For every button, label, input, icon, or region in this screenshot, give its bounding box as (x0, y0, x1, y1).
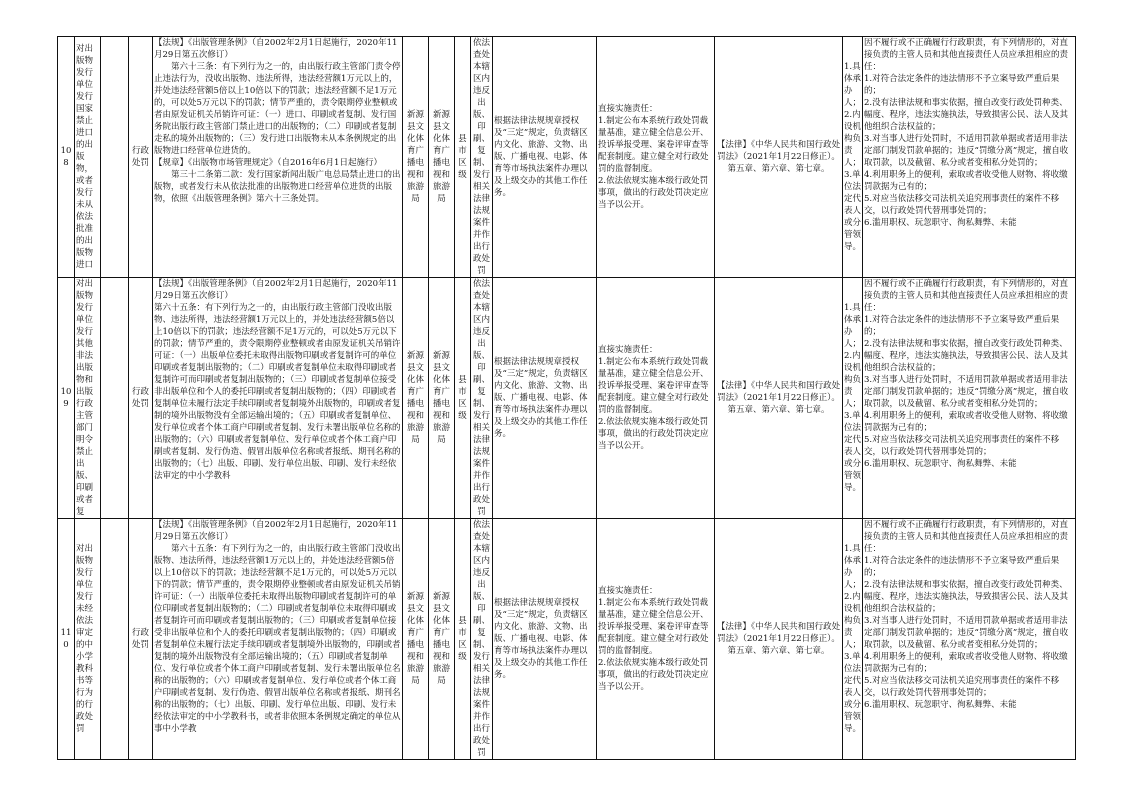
basis-line: 【法规】《出版管理条例》（自2002年2月1日起施行，2020年11月29日第五次修订） (154, 520, 398, 542)
power-type: 行政处罚 (129, 278, 153, 519)
accountability-cases: 因不履行或不正确履行行政职责，有下列情形的，对直接负责的主管人员和其他直接责任人员应承担相应的责任： 1.对符合法定条件的违法情形不予立案导致严重后果的； 2.没有法律法规和事实依据，擅自改变行政处罚种类、幅度、程序，违法实施执法，导致损害公民、法人及其他组织合法权益的； 3.对当事人进行处罚时，不适用罚款单据或者适用非法定部门制发罚款单据的；违反“罚缴分离”规定，擅自收取罚款，以及截留、私分或者变相私分处罚的； 4.利用职务上的便利，索取或者收受他人财物、将收缴罚款据为己有的； 5.对应当依法移交司法机关追究刑事责任的案件不移交，以行政处罚代替刑事处罚的； 6.滥用职权、玩忽职守、徇私舞弊、未能 (863, 519, 1076, 760)
admin-level: 县市区级 (455, 278, 471, 519)
subject-scope: 依法查处本辖区内违反出版、印刷、复制、发行相关法律法规案件并作出行政处罚 (471, 37, 493, 278)
subject-scope: 依法查处本辖区内违反出版、印刷、复制、发行相关法律法规案件并作出行政处罚 (471, 278, 493, 519)
responsible-party: 1.具体承办人；2.内设机构负责人；3.单位法定代表人或分管领导。 (843, 37, 863, 278)
duty: 直接实施责任： 1.制定公布本系统行政处罚裁量基准，建立健全信息公开、投诉举报受理、案卷评审查等配套制度。建立健全对行政处罚的监督制度。 2.依法依规实施本级行政处罚事项，做出的行政处罚决定应当予以公开。 (597, 519, 715, 760)
table-row (58, 37, 1076, 278)
basis-line: 【法规】《出版管理条例》（自2002年2月1日起施行，2020年11月29日第五次修订） (154, 38, 398, 60)
accountability-law: 【法律】《中华人民共和国行政处罚法》（2021年1月22日修正）。 第五章、第六章、第七章。 (715, 37, 843, 278)
legal-basis (153, 37, 403, 278)
item-name: 对出版物发行单位发行国家禁止进口的出版物，或者发行未从依法批准的出版物进口 (75, 37, 101, 278)
sub-item (101, 519, 129, 760)
implementing-dept: 新源县文化体育广播电视和旅游局 (403, 519, 429, 760)
basis-line: 第三十二条第二款：发行国家新闻出版广电总局禁止进口的出版物，或者发行未从依法批准的出版物进口经营单位进货的出版物，依照《出版管理条例》第六十三条处罚。 (154, 170, 401, 204)
accountability-law: 【法律】《中华人民共和国行政处罚法》（2021年1月22日修正）。 第五章、第六章、第七章。 (715, 278, 843, 519)
duty: 直接实施责任： 1.制定公布本系统行政处罚裁量基准，建立健全信息公开、投诉举报受理、案卷评审查等配套制度。建立健全对行政处罚的监督制度。 2.依法依规实施本级行政处罚事项，做出的行政处罚决定应当予以公开。 (597, 37, 715, 278)
power-type: 行政处罚 (129, 519, 153, 760)
item-name: 对出版物发行单位发行未经依法审定的中小学教科书等行为的行政处罚 (75, 519, 101, 760)
subject-scope: 依法查处本辖区内违反出版、印刷、复制、发行相关法律法规案件并作出行政处罚 (471, 519, 493, 760)
table-row (58, 278, 1076, 519)
admin-level: 县市区级 (455, 37, 471, 278)
legal-basis (153, 278, 403, 519)
implementing-org: 新源县文化体育广播电视和旅游局 (429, 519, 455, 760)
basis-line: 第六十三条：有下列行为之一的，由出版行政主管部门责令停止违法行为，没收出版物、违法所得，违法经营额1万元以上的，并处违法经营额5倍以上10倍以下的罚款；违法经营额不足1万元的，可以处5万元以下的罚款；情节严重的，责令限期停业整顿或者由原发证机关吊销许可证：（一）进口、印刷或者复制、发行国务院出版行政主管部门禁止进口的出版物的；（二）印刷或者复制走私的境外出版物的；（三）发行进口出版物未从本条例规定的出版物进口经营单位进货的。 (154, 62, 401, 156)
duty: 直接实施责任： 1.制定公布本系统行政处罚裁量基准，建立健全信息公开、投诉举报受理、案卷评审查等配套制度。建立健全对行政处罚的监督制度。 2.依法依规实施本级行政处罚事项，做出的行政处罚决定应当予以公开。 (597, 278, 715, 519)
implementing-dept: 新源县文化体育广播电视和旅游局 (403, 278, 429, 519)
row-number: 108 (58, 37, 75, 278)
item-name: 对出版物发行单位发行其他非法出版物和出版行政主管部门明令禁止出版、印刷或者复 (75, 278, 101, 519)
power-list-table (57, 36, 1076, 760)
responsibility: 根据法律法规规章授权及“三定”规定，负责辖区内文化、旅游、文物、出版、广播电视、电影、体育等市场执法案件办理以及上级交办的其他工作任务。 (493, 519, 597, 760)
responsibility: 根据法律法规规章授权及“三定”规定，负责辖区内文化、旅游、文物、出版、广播电视、电影、体育等市场执法案件办理以及上级交办的其他工作任务。 (493, 37, 597, 278)
row-number: 109 (58, 278, 75, 519)
responsibility: 根据法律法规规章授权及“三定”规定，负责辖区内文化、旅游、文物、出版、广播电视、电影、体育等市场执法案件办理以及上级交办的其他工作任务。 (493, 278, 597, 519)
accountability-cases: 因不履行或不正确履行行政职责，有下列情形的，对直接负责的主管人员和其他直接责任人员应承担相应的责任： 1.对符合法定条件的违法情形不予立案导致严重后果的； 2.没有法律法规和事实依据，擅自改变行政处罚种类、幅度、程序，违法实施执法，导致损害公民、法人及其他组织合法权益的； 3.对当事人进行处罚时，不适用罚款单据或者适用非法定部门制发罚款单据的；违反“罚缴分离”规定，擅自收取罚款，以及截留、私分或者变相私分处罚的； 4.利用职务上的便利，索取或者收受他人财物、将收缴罚款据为己有的； 5.对应当依法移交司法机关追究刑事责任的案件不移交，以行政处罚代替刑事处罚的； 6.滥用职权、玩忽职守、徇私舞弊、未能 (863, 278, 1076, 519)
accountability-cases: 因不履行或不正确履行行政职责，有下列情形的，对直接负责的主管人员和其他直接责任人员应承担相应的责任： 1.对符合法定条件的违法情形不予立案导致严重后果的； 2.没有法律法规和事实依据，擅自改变行政处罚种类、幅度、程序，违法实施执法，导致损害公民、法人及其他组织合法权益的； 3.对当事人进行处罚时，不适用罚款单据或者适用非法定部门制发罚款单据的；违反“罚缴分离”规定，擅自收取罚款，以及截留、私分或者变相私分处罚的； 4.利用职务上的便利，索取或者收受他人财物、将收缴罚款据为己有的； 5.对应当依法移交司法机关追究刑事责任的案件不移交，以行政处罚代替刑事处罚的； 6.滥用职权、玩忽职守、徇私舞弊、未能 (863, 37, 1076, 278)
sub-item (101, 278, 129, 519)
accountability-law: 【法律】《中华人民共和国行政处罚法》（2021年1月22日修正）。 第五章、第六章、第七章。 (715, 519, 843, 760)
sub-item (101, 37, 129, 278)
admin-level: 县市区级 (455, 519, 471, 760)
basis-line: 【规章】《出版物市场管理规定》（自2016年6月1日起施行） (154, 158, 382, 168)
basis-line: 【法规】《出版管理条例》（自2002年2月1日起施行，2020年11月29日第五次修订） (154, 279, 398, 301)
power-type: 行政处罚 (129, 37, 153, 278)
legal-basis (153, 519, 403, 760)
basis-line: 第六十五条：有下列行为之一的，由出版行政主管部门没收出版物、违法所得，违法经营额1万元以上的，并处违法经营额5倍以上10倍以下的罚款；违法经营额不足1万元的，可以处5万元以下的罚款；情节严重的，责令限期停业整顿或者由原发证机关吊销许可证：（一）出版单位委托未取得出版物印刷或者复制许可的单位印刷或者复制出版物的；（二）印刷或者复制单位未取得印刷或者复制许可而印刷或者复制出版物的；（三）印刷或者复制单位接受非出版单位和个人的委托印刷或者复制出版物的；（四）印刷或者复制单位未履行法定手续印刷或者复制境外出版物的，印刷或者复制的境外出版物没有全部运输出境的；（五）印刷或者复制单位、发行单位或者个体工商户印刷或者复制、发行未署出版单位名称的出版物的；（六）印刷或者复制单位、发行单位或者个体工商户印刷或者复制、发行伪造、假冒出版单位名称或者报纸、期刊名称的出版物的；（七）出版、印刷、发行单位出版、印刷、发行未经依法审定的中小学教科书，或者非依照本条例规定确定的单位从事中小学教 (154, 544, 401, 734)
responsible-party: 1.具体承办人；2.内设机构负责人；3.单位法定代表人或分管领导。 (843, 278, 863, 519)
implementing-dept: 新源县文化体育广播电视和旅游局 (403, 37, 429, 278)
table-row (58, 519, 1076, 760)
implementing-org: 新源县文化体育广播电视和旅游局 (429, 278, 455, 519)
row-number: 110 (58, 519, 75, 760)
responsible-party: 1.具体承办人；2.内设机构负责人；3.单位法定代表人或分管领导。 (843, 519, 863, 760)
implementing-org: 新源县文化体育广播电视和旅游局 (429, 37, 455, 278)
basis-line: 第六十五条：有下列行为之一的，由出版行政主管部门没收出版物、违法所得，违法经营额1万元以上的，并处违法经营额5倍以上10倍以下的罚款；违法经营额不足1万元的，可以处5万元以下的罚款；情节严重的，责令限期停业整顿或者由原发证机关吊销许可证：（一）出版单位委托未取得出版物印刷或者复制许可的单位印刷或者复制出版物的；（二）印刷或者复制单位未取得印刷或者复制许可而印刷或者复制出版物的；（三）印刷或者复制单位接受非出版单位和个人的委托印刷或者复制出版物的；（四）印刷或者复制单位未履行法定手续印刷或者复制境外出版物的，印刷或者复制的境外出版物没有全部运输出境的；（五）印刷或者复制单位、发行单位或者个体工商户印刷或者复制、发行未署出版单位名称的出版物的；（六）印刷或者复制单位、发行单位或者个体工商户印刷或者复制、发行伪造、假冒出版单位名称或者报纸、期刊名称的出版物的；（七）出版、印刷、发行单位出版、印刷、发行未经依法审定的中小学教科 (154, 303, 401, 481)
